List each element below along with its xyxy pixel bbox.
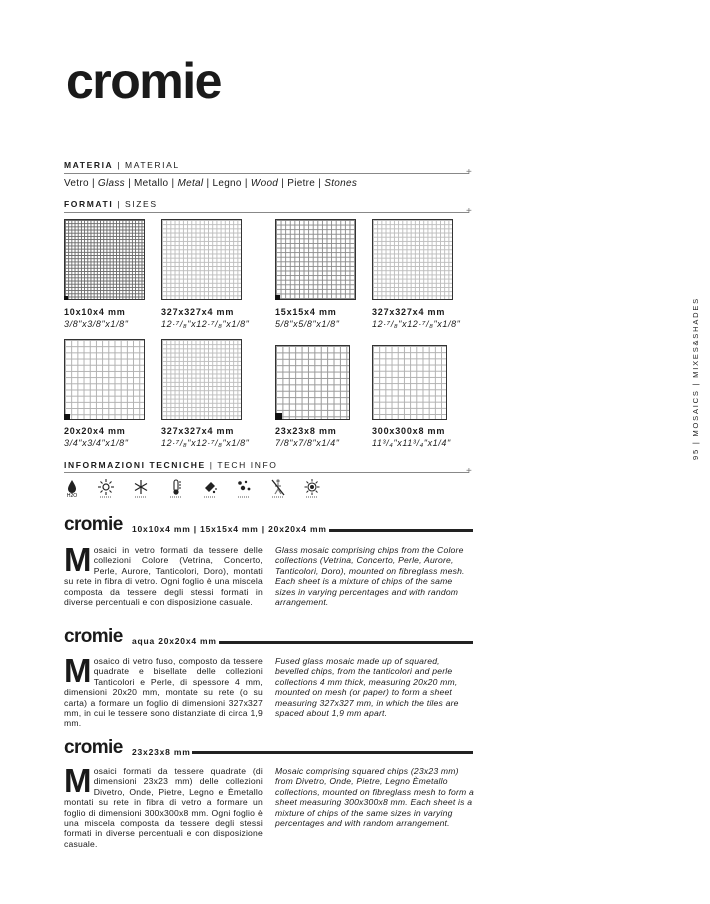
light-resistance-icon (98, 478, 114, 498)
tile-swatch-20x20 (64, 339, 145, 420)
side-page-label: 95 | MOSAICS | MIXES&SHADES (691, 297, 700, 460)
tile-inch-label: 3/4"x3/4"x1/8" (64, 438, 129, 448)
tile-swatch-sheet-327-a (161, 219, 242, 300)
desc-rule (329, 529, 473, 532)
desc-rule (192, 751, 473, 754)
tile-size-label: 327x327x4 mm (161, 307, 235, 317)
desc-sizes: 23x23x8 mm (132, 747, 191, 757)
desc-brand: cromie (64, 626, 123, 647)
desc-sizes: 10x10x4 mm | 15x15x4 mm | 20x20x4 mm (132, 524, 327, 534)
tile-swatch-sheet-327-c (161, 339, 242, 420)
tile-inch-label: 5/8"x5/8"x1/8" (275, 319, 340, 329)
thermal-shock-icon (168, 478, 184, 498)
tile-swatch-23x23 (275, 345, 350, 420)
formati-section-label: FORMATI | SIZES (64, 199, 158, 209)
desc-text-it: Mosaici formati da tessere quadrate (di dimensioni 23x23 mm) delle collezioni Divetro, Onde, Pietre, Legno e Èmetallo montati su rete in fibra di vetro a formare un foglio di dimensioni 300x300x8 mm. Ogni foglio è una miscela composta da tessere degli stessi formati in diverse percentuali e con disposizione casuale. (64, 762, 263, 849)
svg-text:H2O: H2O (66, 493, 78, 498)
materia-section-label: MATERIA | MATERIAL (64, 160, 180, 170)
desc-text-it: Mosaici in vetro formati da tessere delle collezioni Colore (Vetrina, Concerto, Perle, Aurore, Tanticolori, Doro), montati su rete in fibra di vetro. Ogni foglio è una miscela composta da tessere degli stessi formati in diverse percentuali e con disposizione casuale. (64, 541, 263, 608)
dropcap: M (64, 762, 92, 799)
stain-resistance-icon (236, 478, 252, 498)
tile-inch-label: 12·⁷/₈"x12·⁷/₈"x1/8" (161, 319, 250, 329)
desc-rule (219, 641, 473, 644)
tile-swatch-sheet-300 (372, 345, 447, 420)
frost-resistance-icon (133, 478, 149, 498)
tech-info-section-label: INFORMAZIONI TECNICHE | TECH INFO (64, 460, 278, 470)
materia-plus: + (466, 167, 472, 178)
tile-size-label: 15x15x4 mm (275, 307, 337, 317)
color-variation-icon (304, 478, 320, 498)
materials-list: Vetro | Glass | Metallo | Metal | Legno | Wood | Pietre | Stones (64, 178, 358, 189)
desc-text-en: Fused glass mosaic made up of squared, bevelled chips, from the tanticolori and perle collections 4 mm thick, measuring 20x20 mm, mounted on mesh (or paper) to form a sheet measuring 327x327 mm, in which the tiles are spaced about 1,9 mm apart. (275, 656, 459, 719)
tile-swatch-sheet-327-b (372, 219, 453, 300)
tile-size-label: 327x327x4 mm (372, 307, 446, 317)
desc-text-en: Mosaic comprising squared chips (23x23 mm) from Divetro, Onde, Pietre, Legno Èmetallo collections, mounted on fibreglass mesh to form a sheet measuring 300x300x8 mm. Each sheet is a mixture of chips of the same sizes in varying percentages and with random arrangement. (275, 766, 474, 829)
tile-inch-label: 12·⁷/₈"x12·⁷/₈"x1/8" (161, 438, 250, 448)
desc-brand: cromie (64, 514, 123, 535)
dropcap: M (64, 541, 92, 578)
tile-size-label: 10x10x4 mm (64, 307, 126, 317)
tile-swatch-15x15 (275, 219, 356, 300)
formati-rule (64, 212, 469, 213)
desc-brand: cromie (64, 737, 123, 758)
tile-inch-label: 11³/₄"x11³/₄"x1/4" (372, 438, 451, 448)
water-absorption-icon (64, 478, 80, 498)
tile-size-label: 20x20x4 mm (64, 426, 126, 436)
formati-plus: + (466, 206, 472, 217)
dropcap: M (64, 652, 92, 689)
page-title: cromie (66, 53, 221, 109)
desc-text-it: Mosaico di vetro fuso, composto da tessere quadrate e bisellate delle collezioni Tanticolori e Perle, di spessore 4 mm, dimensioni 20x20 mm, montate su rete (o su carta) a formare un foglio di dimensioni 327x327 mm, in cui le tessere sono distanziate di circa 1,9 mm. (64, 652, 263, 729)
chemical-resistance-icon (202, 478, 218, 498)
tile-size-label: 327x327x4 mm (161, 426, 235, 436)
desc-text-en: Glass mosaic comprising chips from the Colore collections (Vetrina, Concerto, Perle, Aurore, Tanticolori, Doro), mounted on fibreglass mesh. Each sheet is a mixture of chips of the same sizes in varying percentages and with random arrangement. (275, 545, 465, 608)
tile-inch-label: 3/8"x3/8"x1/8" (64, 319, 129, 329)
desc-sizes: aqua 20x20x4 mm (132, 636, 217, 646)
tech-info-rule (64, 472, 469, 473)
tile-swatch-10x10 (64, 219, 145, 300)
materia-rule (64, 173, 469, 174)
tech-info-plus: + (466, 466, 472, 477)
tile-inch-label: 7/8"x7/8"x1/4" (275, 438, 340, 448)
tile-inch-label: 12·⁷/₈"x12·⁷/₈"x1/8" (372, 319, 461, 329)
tile-size-label: 23x23x8 mm (275, 426, 337, 436)
no-foot-traffic-icon (270, 478, 286, 498)
tile-size-label: 300x300x8 mm (372, 426, 446, 436)
